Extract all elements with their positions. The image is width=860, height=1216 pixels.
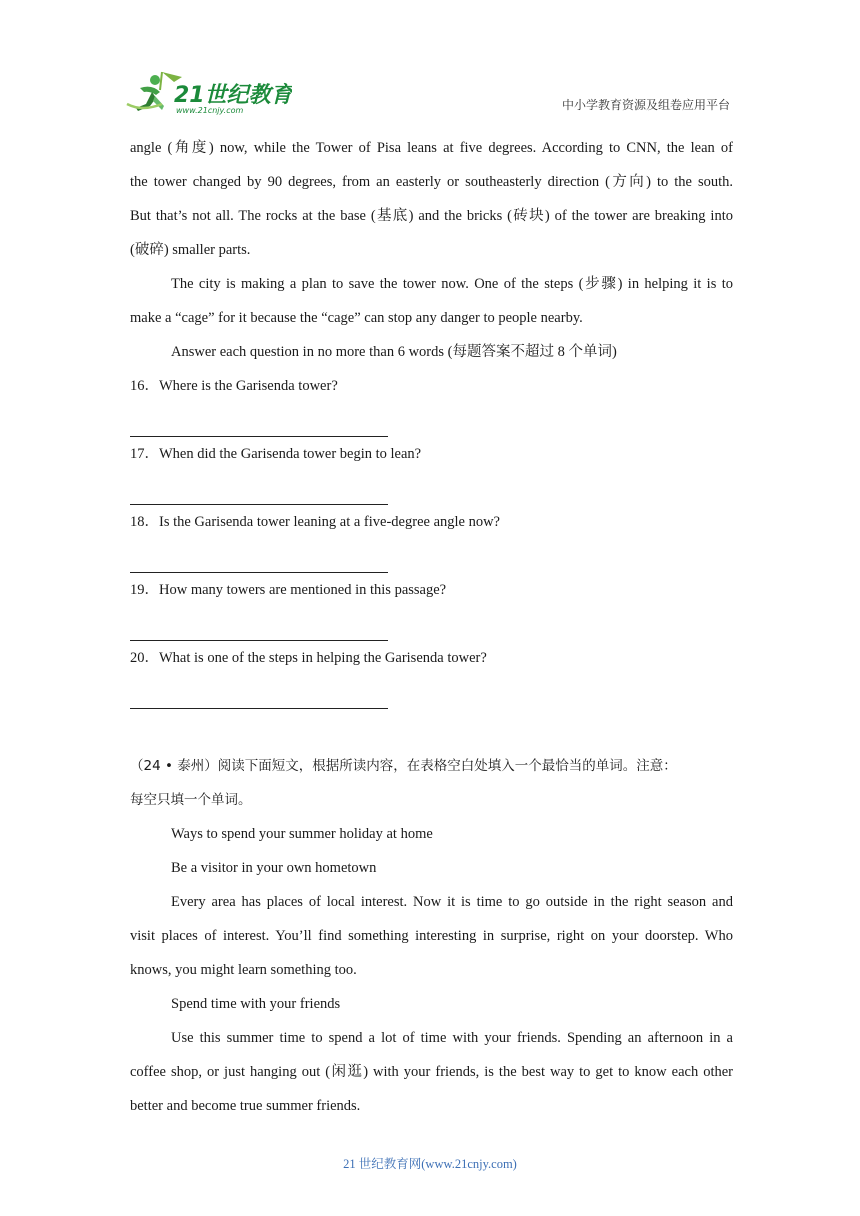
page-footer[interactable]: 21 世纪教育网(www.21cnjy.com)	[343, 1157, 517, 1171]
question-number: 19．	[130, 582, 159, 598]
runner-logo-icon	[122, 68, 292, 118]
passage-line: The city is making a plan to save the tower now. One of the steps (步骤) in helping it is to	[171, 276, 733, 292]
passage-line: But that’s not all. The rocks at the base (基底) and the bricks (砖块) of the tower are breaking into	[130, 208, 733, 224]
passage-line: angle (角度) now, while the Tower of Pisa leans at five degrees. According to CNN, the lean of	[130, 140, 733, 156]
passage-line: make a “cage” for it because the “cage” can stop any danger to people nearby.	[130, 310, 583, 326]
question-text: Is the Garisenda tower leaning at a five-degree angle now?	[159, 514, 500, 530]
document-body	[130, 131, 733, 1123]
section-intro: 每空只填一个单词。	[130, 792, 252, 808]
question-number: 17．	[130, 446, 159, 462]
svg-text:21世纪教育: 21世纪教育	[174, 83, 292, 108]
svg-text:www.21cnjy.com: www.21cnjy.com	[176, 106, 244, 115]
question-text: When did the Garisenda tower begin to lean?	[159, 446, 422, 462]
section-intro: （24 • 泰州）阅读下面短文，根据所读内容，在表格空白处填入一个最恰当的单词。注意：	[130, 758, 677, 774]
passage-line: coffee shop, or just hanging out (闲逛) with your friends, is the best way to get to know each other	[130, 1064, 733, 1080]
passage-line: better and become true summer friends.	[130, 1098, 361, 1114]
passage-line: visit places of interest. You’ll find something interesting in surprise, right on your doorstep. Who	[130, 928, 733, 944]
question-number: 18．	[130, 514, 159, 530]
header-platform-label: 中小学教育资源及组卷应用平台	[561, 98, 730, 112]
passage-line: Every area has places of local interest. Now it is time to go outside in the right season and	[171, 894, 733, 910]
answer-blank[interactable]	[130, 607, 388, 641]
question-18	[130, 505, 733, 573]
site-logo[interactable]	[122, 68, 292, 118]
question-text: Where is the Garisenda tower?	[159, 378, 338, 394]
section-spacer	[130, 709, 733, 743]
answer-blank[interactable]	[130, 403, 388, 437]
page-header	[0, 0, 860, 130]
passage-heading: Spend time with your friends	[171, 996, 341, 1012]
passage-line: (破碎) smaller parts.	[130, 242, 251, 258]
question-text: What is one of the steps in helping the Garisenda tower?	[159, 650, 487, 666]
question-20	[130, 641, 733, 709]
answer-blank[interactable]	[130, 539, 388, 573]
passage-heading: Be a visitor in your own hometown	[171, 860, 377, 876]
passage-line: the tower changed by 90 degrees, from an easterly or southeasterly direction (方向) to the south.	[130, 174, 733, 190]
question-text: How many towers are mentioned in this passage?	[159, 582, 447, 598]
question-19	[130, 573, 733, 641]
passage-title: Ways to spend your summer holiday at home	[171, 826, 433, 842]
question-number: 20．	[130, 650, 159, 666]
answer-blank[interactable]	[130, 471, 388, 505]
answer-instruction: Answer each question in no more than 6 words (每题答案不超过 8 个单词)	[171, 344, 617, 360]
question-17	[130, 437, 733, 505]
passage-line: Use this summer time to spend a lot of time with your friends. Spending an afternoon in a	[171, 1030, 733, 1046]
question-16	[130, 369, 733, 437]
passage-line: knows, you might learn something too.	[130, 962, 357, 978]
answer-blank[interactable]	[130, 675, 388, 709]
question-number: 16．	[130, 378, 159, 394]
